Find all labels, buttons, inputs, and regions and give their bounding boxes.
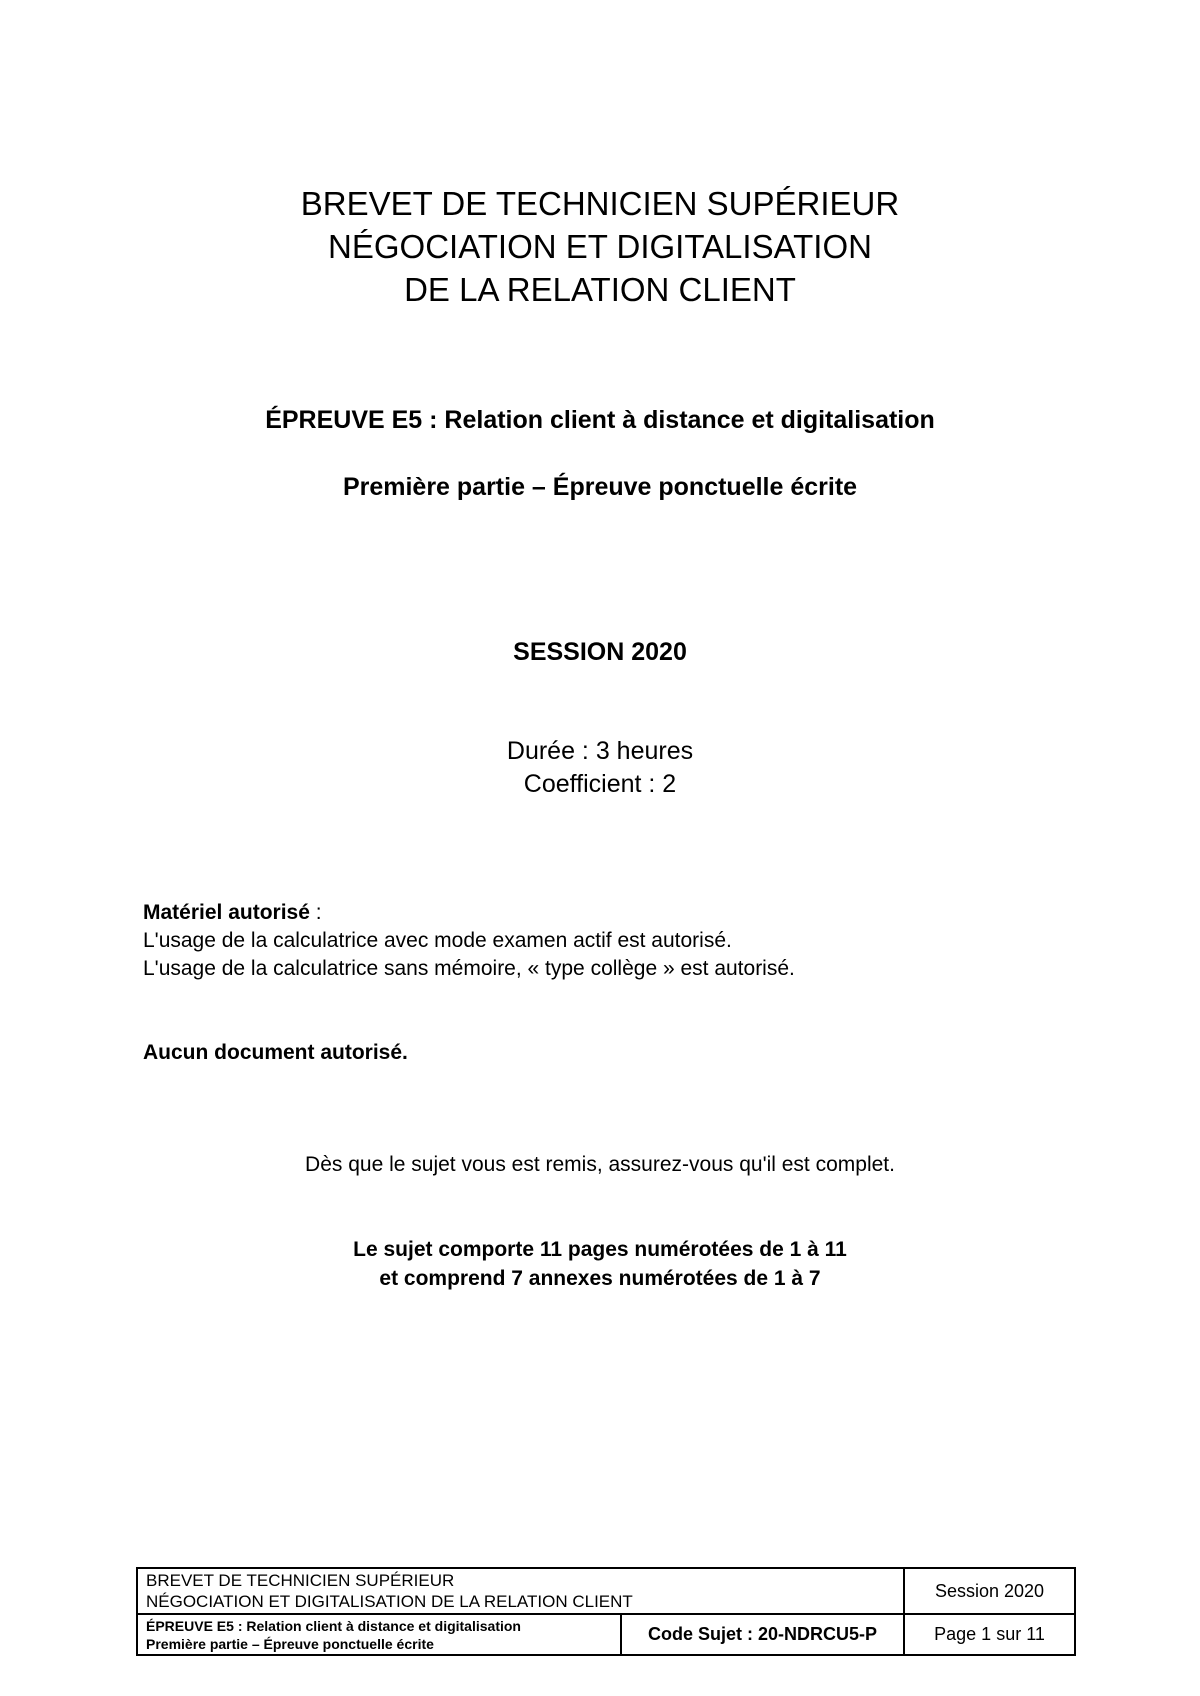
epreuve-heading: ÉPREUVE E5 : Relation client à distance et digitalisation bbox=[265, 406, 935, 434]
footer-epreuve-line-1: ÉPREUVE E5 : Relation client à distance et digitalisation bbox=[146, 1617, 521, 1634]
footer-title-line-2: NÉGOCIATION ET DIGITALISATION DE LA RELATION CLIENT bbox=[146, 1592, 633, 1611]
page-count-line-1: Le sujet comporte 11 pages numérotées de 1 à 11 bbox=[353, 1238, 847, 1261]
title-line-3: DE LA RELATION CLIENT bbox=[404, 271, 796, 308]
footer-session-cell: Session 2020 bbox=[904, 1568, 1075, 1614]
aucun-document-notice: Aucun document autorisé. bbox=[143, 1041, 408, 1064]
duration-block bbox=[0, 735, 1200, 801]
title-line-1: BREVET DE TECHNICIEN SUPÉRIEUR bbox=[300, 185, 900, 222]
footer-table bbox=[136, 1567, 1076, 1656]
materiel-heading-line bbox=[143, 899, 1093, 927]
exam-title bbox=[0, 182, 1200, 311]
footer-epreuve-line-2: Première partie – Épreuve ponctuelle écrite bbox=[146, 1635, 434, 1652]
materiel-line-1: L'usage de la calculatrice avec mode examen actif est autorisé. bbox=[143, 929, 732, 952]
footer-title-cell bbox=[137, 1568, 904, 1614]
footer-epreuve-cell bbox=[137, 1614, 621, 1655]
footer-code-cell: Code Sujet : 20-NDRCU5-P bbox=[621, 1614, 904, 1655]
materiel-line-2: L'usage de la calculatrice sans mémoire, « type collège » est autorisé. bbox=[143, 957, 795, 980]
coefficient-text: Coefficient : 2 bbox=[523, 770, 677, 798]
materiel-heading-colon: : bbox=[309, 901, 322, 924]
materiel-heading: Matériel autorisé bbox=[143, 901, 310, 924]
completeness-notice: Dès que le sujet vous est remis, assurez-vous qu'il est complet. bbox=[305, 1153, 895, 1176]
partie-heading: Première partie – Épreuve ponctuelle écrite bbox=[342, 473, 858, 501]
materiel-autorise-section bbox=[143, 899, 1093, 983]
page-count-line-2: et comprend 7 annexes numérotées de 1 à 7 bbox=[379, 1267, 821, 1290]
footer-page-cell: Page 1 sur 11 bbox=[904, 1614, 1075, 1655]
footer-title-line-1: BREVET DE TECHNICIEN SUPÉRIEUR bbox=[146, 1571, 455, 1590]
duration-text: Durée : 3 heures bbox=[506, 737, 694, 765]
title-line-2: NÉGOCIATION ET DIGITALISATION bbox=[328, 228, 872, 265]
session-heading: SESSION 2020 bbox=[513, 638, 687, 666]
page-count-notice bbox=[0, 1235, 1200, 1293]
